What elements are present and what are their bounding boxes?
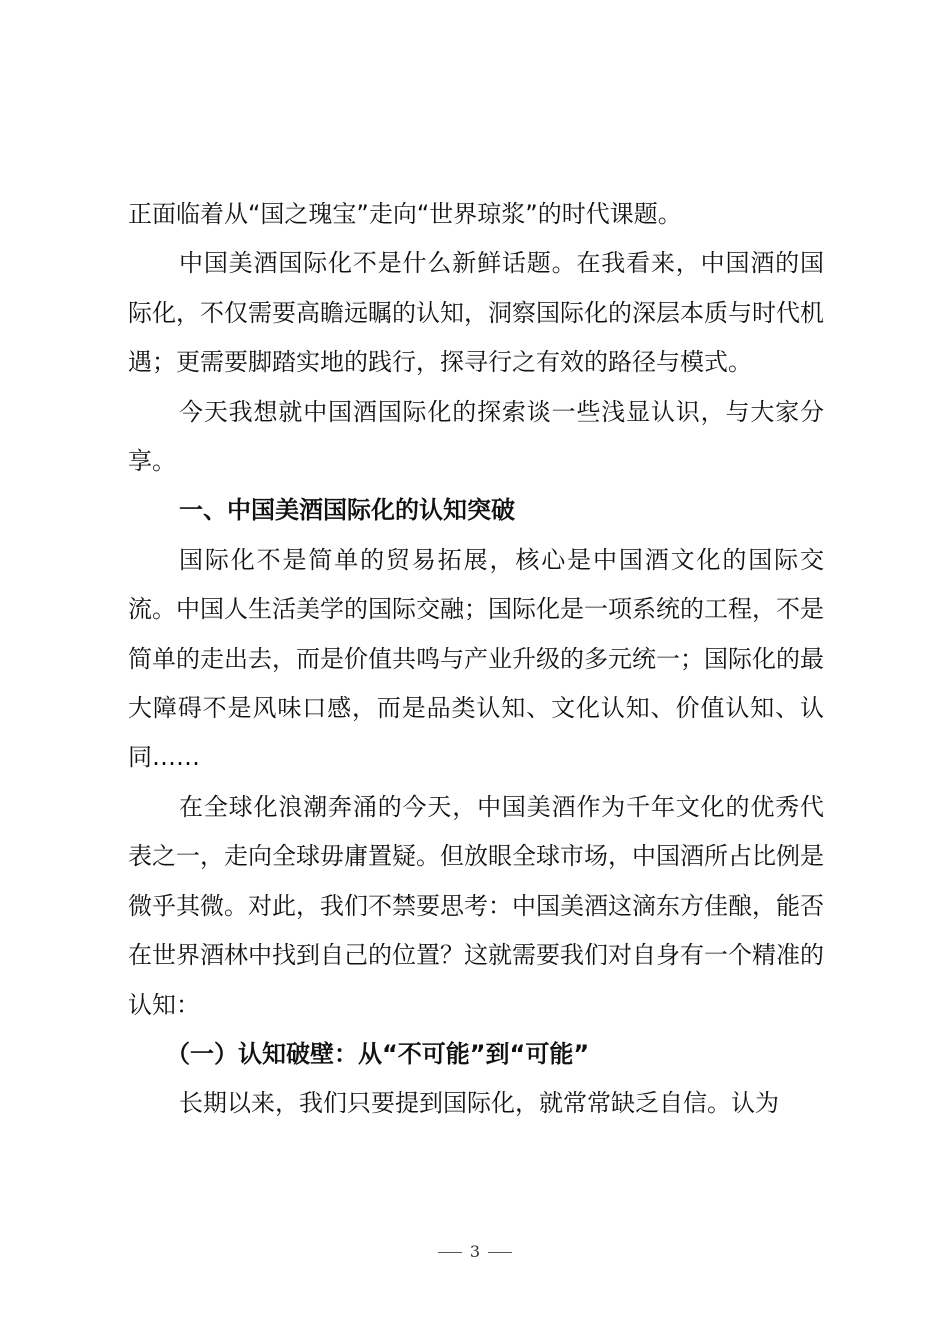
page-number: 3 (469, 1242, 481, 1261)
document-body (128, 190, 824, 1129)
page-footer (0, 1242, 950, 1261)
dash-right (488, 1252, 512, 1253)
paragraph: 今天我想就中国酒国际化的探索谈一些浅显认识，与大家分享。 (128, 397, 824, 476)
paragraph: 国际化不是简单的贸易拓展，核心是中国酒文化的国际交流。中国人生活美学的国际交融；国际化是一项系统的工程，不是简单的走出去，而是价值共鸣与产业升级的多元统一；国际化的最大障碍不是风味口感，而是品类认知、文化认知、价值认知、认同…… (128, 545, 824, 772)
paragraph: 中国美酒国际化不是什么新鲜话题。在我看来，中国酒的国际化，不仅需要高瞻远瞩的认知，洞察国际化的深层本质与时代机遇；更需要脚踏实地的践行，探寻行之有效的路径与模式。 (128, 249, 824, 377)
paragraph-continued: 正面临着从“国之瑰宝”走向“世界琼浆”的时代课题。 (128, 200, 682, 228)
section-heading: 一、中国美酒国际化的认知突破 (179, 496, 515, 525)
paragraph: 长期以来，我们只要提到国际化，就常常缺乏自信。认为 (179, 1089, 779, 1118)
paragraph: 在全球化浪潮奔涌的今天，中国美酒作为千年文化的优秀代表之一，走向全球毋庸置疑。但放眼全球市场，中国酒所占比例是微乎其微。对此，我们不禁要思考：中国美酒这滴东方佳酿，能否在世界酒林中找到自己的位置？这就需要我们对自身有一个精准的认知： (128, 792, 824, 1019)
subsection-heading: （一）认知破壁：从“不可能”到“可能” (166, 1039, 590, 1068)
dash-left (438, 1252, 462, 1253)
